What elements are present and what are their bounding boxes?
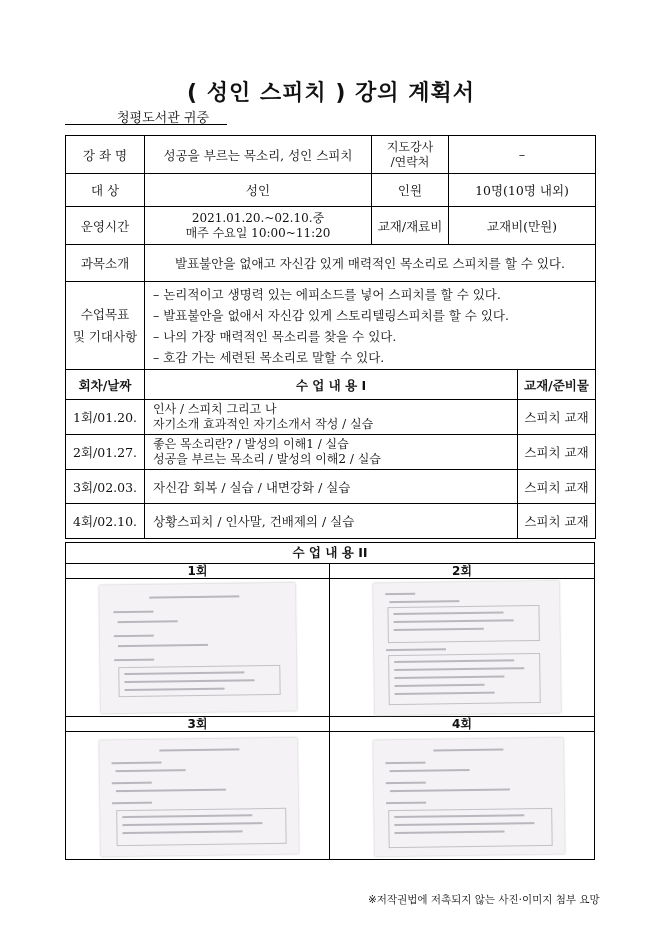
schedule-value: 2021.01.20.~02.10.중 매주 수요일 10:00~11:20 [145,207,372,245]
photo-cell-label: 4회 [330,717,594,732]
photo-cell-label: 1회 [66,564,329,579]
goals-label: 수업목표 및 기대사항 [66,282,145,370]
materials-label: 교재/재료비 [372,207,449,245]
session-cell: 1회/01.20. [66,400,145,435]
worksheet-photo [99,738,299,857]
plan-table [65,135,596,539]
content-cell: 좋은 목소리란? / 발성의 이해1 / 실습 성공을 부르는 목소리 / 발성의 이해2 / 실습 [145,435,518,470]
target-value: 성인 [145,174,372,207]
course-value: 성공을 부르는 목소리, 성인 스피치 [145,136,372,174]
photo-cell-2 [330,564,594,717]
material-cell: 스피치 교재 [518,504,596,539]
table-row [66,504,596,539]
session-cell: 3회/02.03. [66,470,145,504]
headcount-label: 인원 [372,174,449,207]
table-row [66,435,596,470]
materials-value: 교재비(만원) [449,207,596,245]
photo-cell-label: 2회 [330,564,594,579]
instructor-label: 지도강사 /연락처 [372,136,449,174]
header-content: 수 업 내 용 I [145,370,518,400]
photo-cell-4 [330,717,594,859]
photo-grid [66,564,594,859]
course-label: 강 좌 명 [66,136,145,174]
worksheet-photo [373,581,561,716]
target-label: 대 상 [66,174,145,207]
content-cell: 자신감 회복 / 실습 / 내면강화 / 실습 [145,470,518,504]
goal-item: – 논리적이고 생명력 있는 에피소드를 넣어 스피치를 할 수 있다. [153,286,501,302]
recipient-underline [65,124,227,125]
worksheet-photo [373,738,565,857]
headcount-value: 10명(10명 내외) [449,174,596,207]
document-title: ( 성인 스피치 ) 강의 계획서 [187,81,475,106]
photo-cell-1 [66,564,330,717]
goals-list [145,282,596,370]
material-cell: 스피치 교재 [518,435,596,470]
content-cell: 인사 / 스피치 그리고 나 자기소개 효과적인 자기소개서 작성 / 실습 [145,400,518,435]
photo-cell-label: 3회 [66,717,329,732]
goal-item: – 나의 가장 매력적인 목소리를 찾을 수 있다. [153,328,397,344]
table-row [66,400,596,435]
material-cell: 스피치 교재 [518,400,596,435]
header-session: 회차/날짜 [66,370,145,400]
header-materials: 교재/준비물 [518,370,596,400]
worksheet-photo [99,583,297,714]
intro-label: 과목소개 [66,245,145,282]
session-cell: 2회/01.27. [66,435,145,470]
content-ii-header: 수 업 내 용 II [66,543,594,564]
intro-value: 발표불안을 없애고 자신감 있게 매력적인 목소리로 스피치를 할 수 있다. [145,245,596,282]
footnote: ※저작권법에 저촉되지 않는 사진·이미지 첨부 요망 [368,894,600,906]
content-cell: 상황스피치 / 인사말, 건배제의 / 실습 [145,504,518,539]
material-cell: 스피치 교재 [518,470,596,504]
goal-item: – 호감 가는 세련된 목소리로 말할 수 있다. [153,349,385,365]
recipient: 청평도서관 귀중 [117,111,210,126]
schedule-label: 운영시간 [66,207,145,245]
content-ii-box [65,542,595,860]
session-cell: 4회/02.10. [66,504,145,539]
goal-item: – 발표불안을 없애서 자신감 있게 스토리텔링스피치를 할 수 있다. [153,307,509,323]
photo-cell-3 [66,717,330,859]
table-row [66,470,596,504]
instructor-value: – [449,136,596,174]
